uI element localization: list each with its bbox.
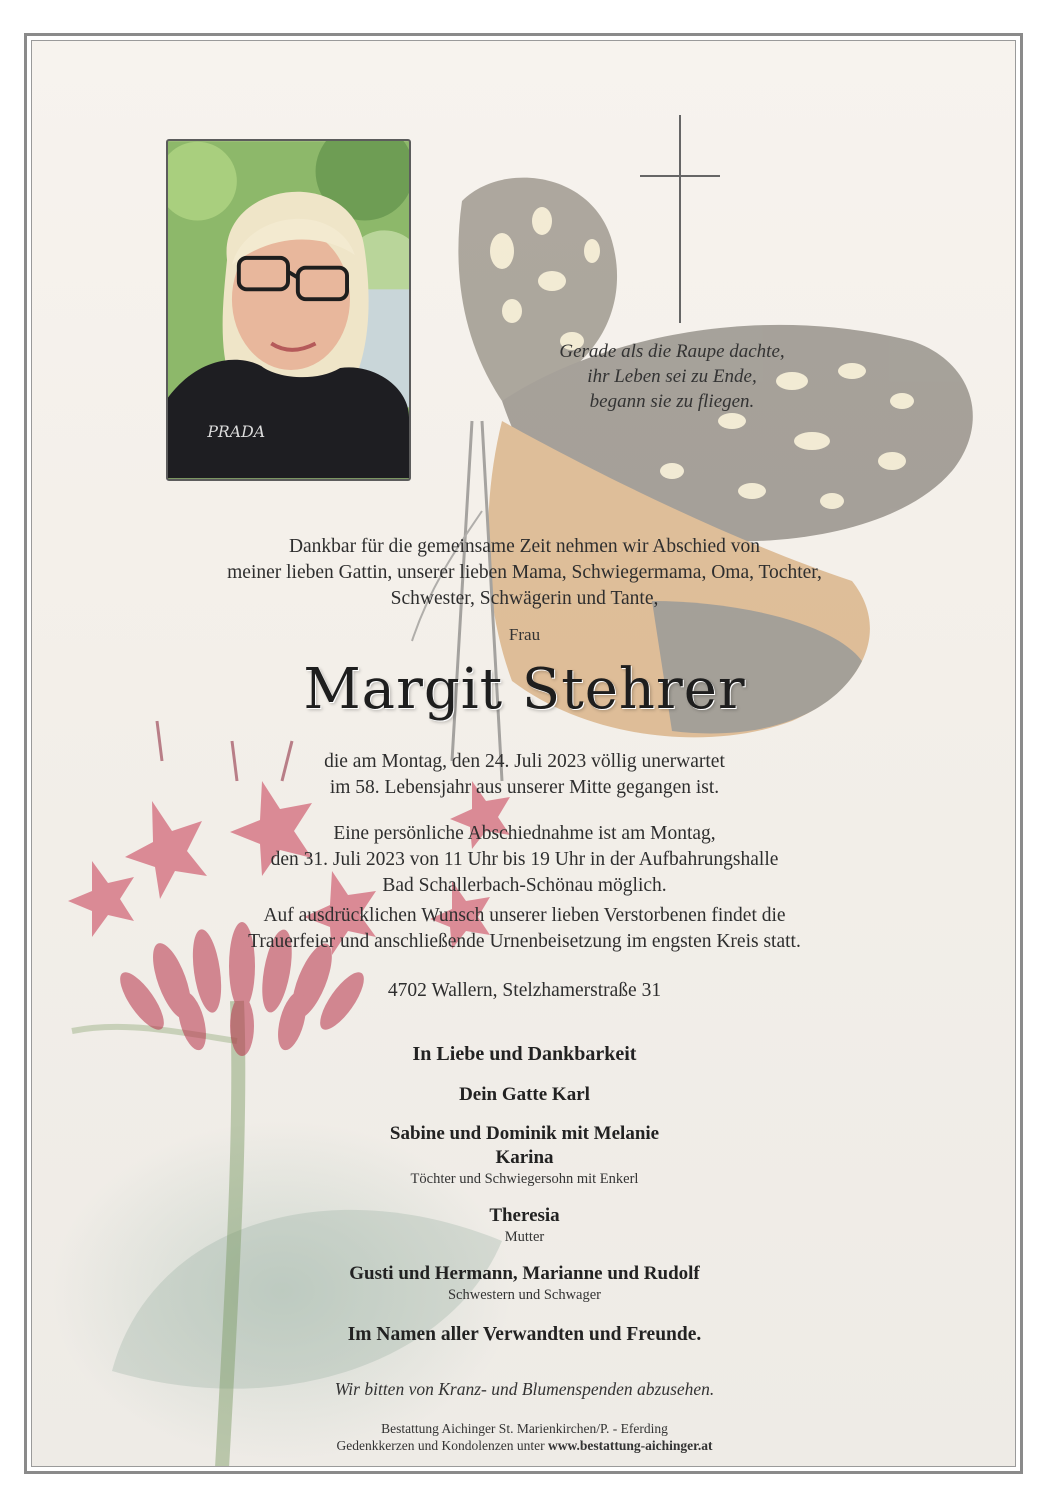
mourner-name: Karina (495, 1147, 554, 1168)
intro-text (32, 534, 1016, 612)
flower-note: Wir bitten von Kranz- und Blumenspenden abzusehen. (334, 1379, 715, 1399)
mourner-relation: Schwestern und Schwager (447, 1287, 601, 1303)
wish-line: Trauerfeier und anschließende Urnenbeisetzung im engsten Kreis statt. (248, 931, 801, 952)
intro-line: Dankbar für die gemeinsame Zeit nehmen wir Abschied von (288, 536, 761, 557)
cross-icon (640, 115, 720, 325)
intro-line: Schwester, Schwägerin und Tante, (390, 588, 659, 609)
mourner-group (32, 1204, 1016, 1246)
salutation: Frau (508, 625, 541, 644)
farewell-info (32, 821, 1016, 899)
intro-line: meiner lieben Gattin, unserer lieben Mama, Schwiegermama, Oma, Tochter, (227, 562, 822, 583)
death-line: im 58. Lebensjahr aus unserer Mitte gegangen ist. (329, 777, 720, 798)
mourner-name: Gusti und Hermann, Marianne und Rudolf (349, 1263, 700, 1284)
wish-line: Auf ausdrücklichen Wunsch unserer lieben Verstorbenen findet die (263, 905, 786, 926)
death-notice (32, 749, 1016, 801)
footer-condolence (32, 1437, 1016, 1454)
death-line: die am Montag, den 24. Juli 2023 völlig unerwartet (324, 751, 725, 772)
quote-line: begann sie zu fliegen. (589, 391, 755, 412)
footer-undertaker: Bestattung Aichinger St. Marienkirchen/P. - Eferding (381, 1421, 668, 1436)
mourner-name: Theresia (489, 1205, 560, 1226)
mourner-relation: Mutter (504, 1229, 545, 1245)
farewell-line: Eine persönliche Abschiednahme ist am Montag, (333, 823, 716, 844)
mourner-group (32, 1122, 1016, 1188)
portrait-photo (166, 139, 411, 481)
footer (32, 1420, 1016, 1454)
svg-text:PRADA: PRADA (207, 421, 266, 441)
farewell-line: den 31. Juli 2023 von 11 Uhr bis 19 Uhr in der Aufbahrungshalle (270, 849, 779, 870)
footer-condolence-text: Gedenkkerzen und Kondolenzen unter (336, 1438, 548, 1453)
mourner-name: Dein Gatte Karl (459, 1084, 590, 1105)
footer-url-link[interactable]: www.bestattung-aichinger.at (547, 1438, 713, 1453)
mourners-heading: In Liebe und Dankbarkeit (412, 1043, 637, 1065)
funeral-wish (32, 903, 1016, 955)
farewell-line: Bad Schallerbach-Schönau möglich. (382, 875, 667, 896)
address: 4702 Wallern, Stelzhamerstraße 31 (387, 980, 662, 1001)
deceased-name: Margit Stehrer (303, 657, 746, 722)
mourner-name: Sabine und Dominik mit Melanie (389, 1123, 660, 1144)
mourner-group (32, 1262, 1016, 1304)
quote-line: ihr Leben sei zu Ende, (587, 366, 757, 387)
mourner-relation: Töchter und Schwiegersohn mit Enkerl (410, 1171, 639, 1187)
quote-line: Gerade als die Raupe dachte, (559, 341, 785, 362)
epitaph-quote (502, 339, 842, 414)
card (31, 40, 1016, 1467)
closing-line: Im Namen aller Verwandten und Freunde. (347, 1324, 702, 1345)
